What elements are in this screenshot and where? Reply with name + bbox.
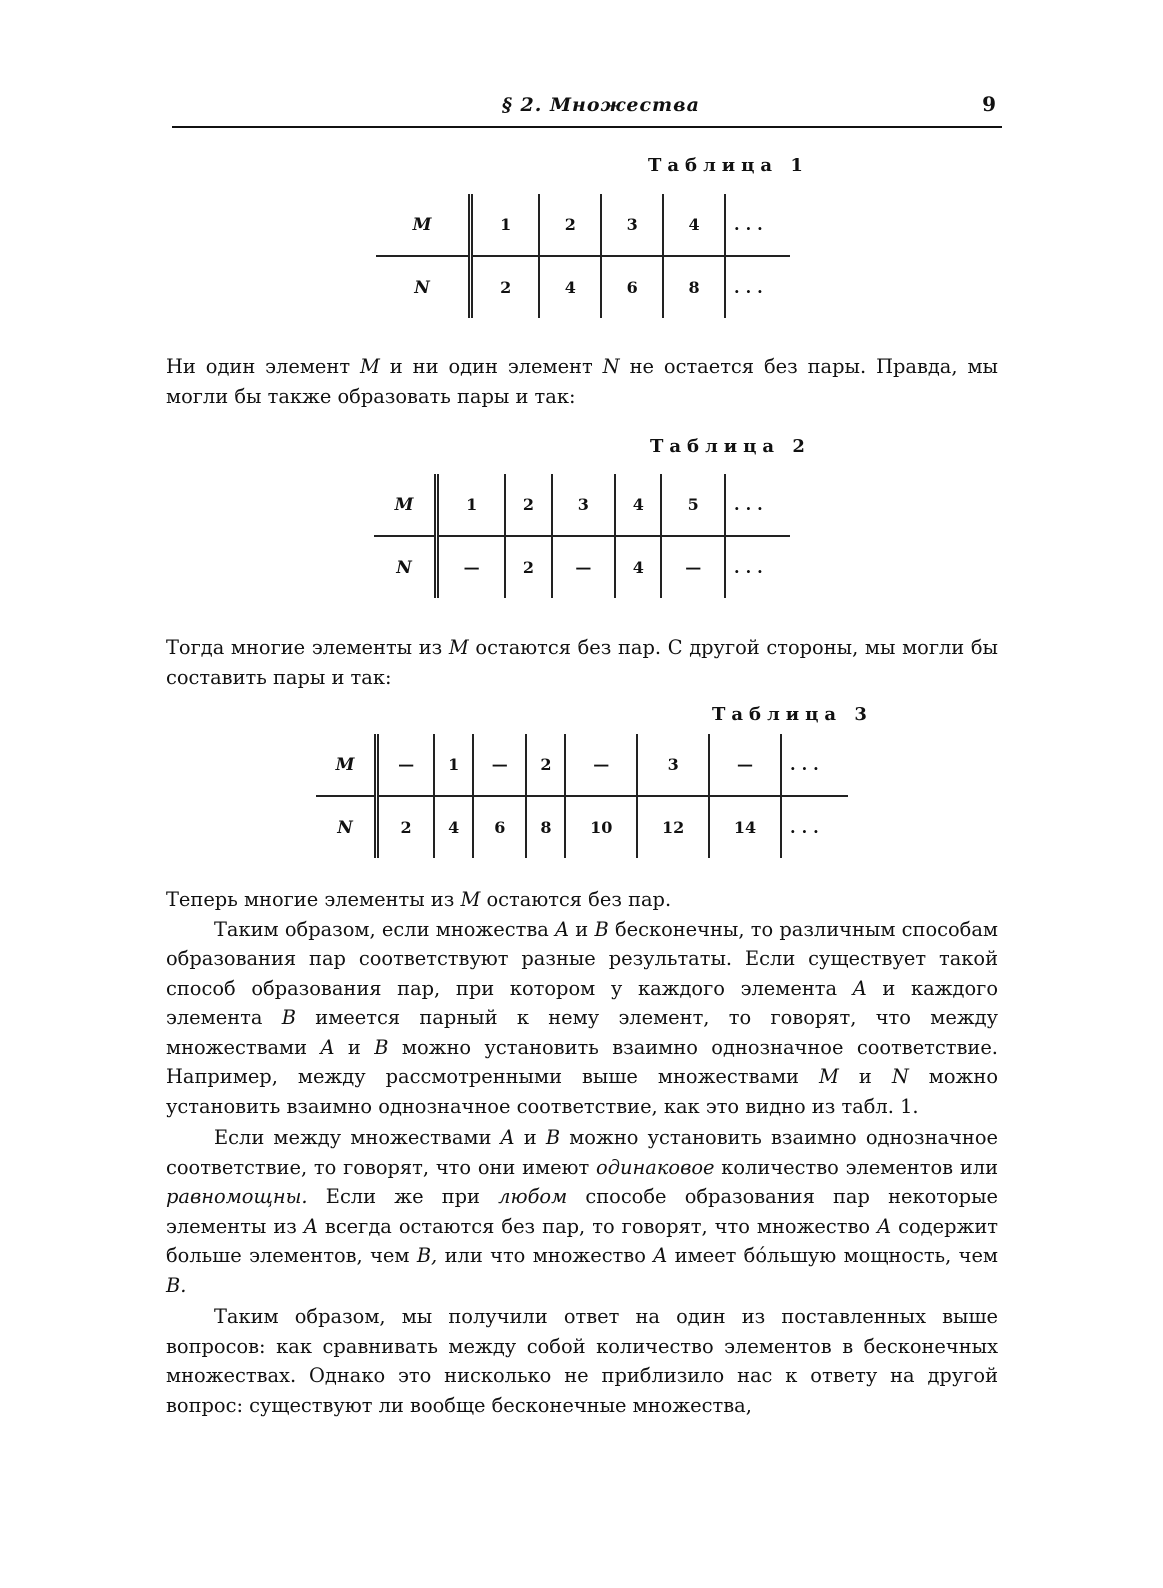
paragraph-6: Таким образом, мы получили ответ на один из поставленных выше вопросов: как сравнивать между собой количество элементов в бесконечных множествах. Однако это нисколько не приблизило нас к ответу на другой вопрос: существуют ли вообще бесконечные множества, [166,1305,998,1417]
table-1-n-cell: 6 [601,256,663,318]
table-1-ellipsis: ... [725,256,790,318]
table-1-n-cell: 4 [539,256,601,318]
paragraph-4: Таким образом, если множества A и B бесконечны, то различным способам образования пар соответствуют разные результаты. Если существует такой способ образования пар, при котором у каждого элемента A и каждого элемента B имеется парный к нему элемент, то говорят, что между множествами A и B можно установить взаимно однозначное соответствие. Например, между рассмотренными выше множествами M и N можно установить взаимно однозначное соответствие, как это видно из табл. 1. [166,917,999,1118]
table-3-n-cell: 8 [526,796,565,858]
table-3-n-cell: 2 [377,796,435,858]
table-3-n-cell: 12 [637,796,709,858]
table-2-ellipsis: ... [725,474,790,536]
table-3 [316,734,848,858]
table-3-m-cell: 2 [526,734,565,796]
table-3-row-label-m: M [316,734,377,796]
table-3-m-cell: 1 [434,734,473,796]
body-text [166,885,998,1420]
table-2-m-cell: 4 [615,474,661,536]
table-3-n-cell: 4 [434,796,473,858]
table-2-n-cell: 2 [505,536,551,598]
table-2 [374,474,790,598]
table-1-row-label-m: M [376,194,471,256]
table-3-m-cell: 3 [637,734,709,796]
table-3-n-cell: 10 [565,796,637,858]
table-1-n-cell: 8 [663,256,725,318]
running-title: § 2. Множества [502,94,700,116]
table-2-row-label-n: N [374,536,437,598]
table-1 [376,194,790,318]
table-3-n-cell: 6 [473,796,526,858]
table-2-row-label-m: M [374,474,437,536]
paragraph-1: Ни один элемент M и ни один элемент N не остается без пары. Правда, мы могли бы также образовать пары и так: [166,355,998,408]
table-2-m-cell: 1 [437,474,506,536]
table-1-ellipsis: ... [725,194,790,256]
table-3-ellipsis: ... [781,796,848,858]
paragraph-5: Если между множествами A и B можно установить взаимно однозначное соответствие, то говорят, что они имеют одинаковое количество элементов или равномощны. Если же при любом способе образования пар некоторые элементы из A всегда остаются без пар, то говорят, что множество A содержит больше элементов, чем B, или что множество A имеет бóльшую мощность, чем B. [166,1126,999,1297]
table-3-row-label-n: N [316,796,377,858]
table-2-n-cell: 4 [615,536,661,598]
table-1-m-cell: 2 [539,194,601,256]
table-2-n-cell: — [661,536,725,598]
table-3-m-cell: — [473,734,526,796]
table-2-m-cell: 3 [552,474,615,536]
table-1-caption: Таблица 1 [648,155,809,176]
table-3-m-cell: — [709,734,781,796]
table-3-n-cell: 14 [709,796,781,858]
table-2-caption: Таблица 2 [650,436,811,457]
table-2-n-cell: — [437,536,506,598]
table-1-m-cell: 3 [601,194,663,256]
paragraph-2: Тогда многие элементы из M остаются без пар. С другой стороны, мы могли бы составить пары и так: [166,636,998,689]
paragraph-3: Теперь многие элементы из M остаются без пар. [166,888,672,911]
table-3-caption: Таблица 3 [712,704,873,725]
page-header [172,92,1002,128]
table-1-m-cell: 4 [663,194,725,256]
table-1-m-cell: 1 [471,194,540,256]
table-2-n-cell: — [552,536,615,598]
table-2-m-cell: 2 [505,474,551,536]
table-2-m-cell: 5 [661,474,725,536]
table-3-ellipsis: ... [781,734,848,796]
table-3-m-cell: — [565,734,637,796]
table-1-row-label-n: N [376,256,471,318]
table-3-m-cell: — [377,734,435,796]
table-2-ellipsis: ... [725,536,790,598]
table-1-n-cell: 2 [471,256,540,318]
page-number: 9 [982,92,996,116]
